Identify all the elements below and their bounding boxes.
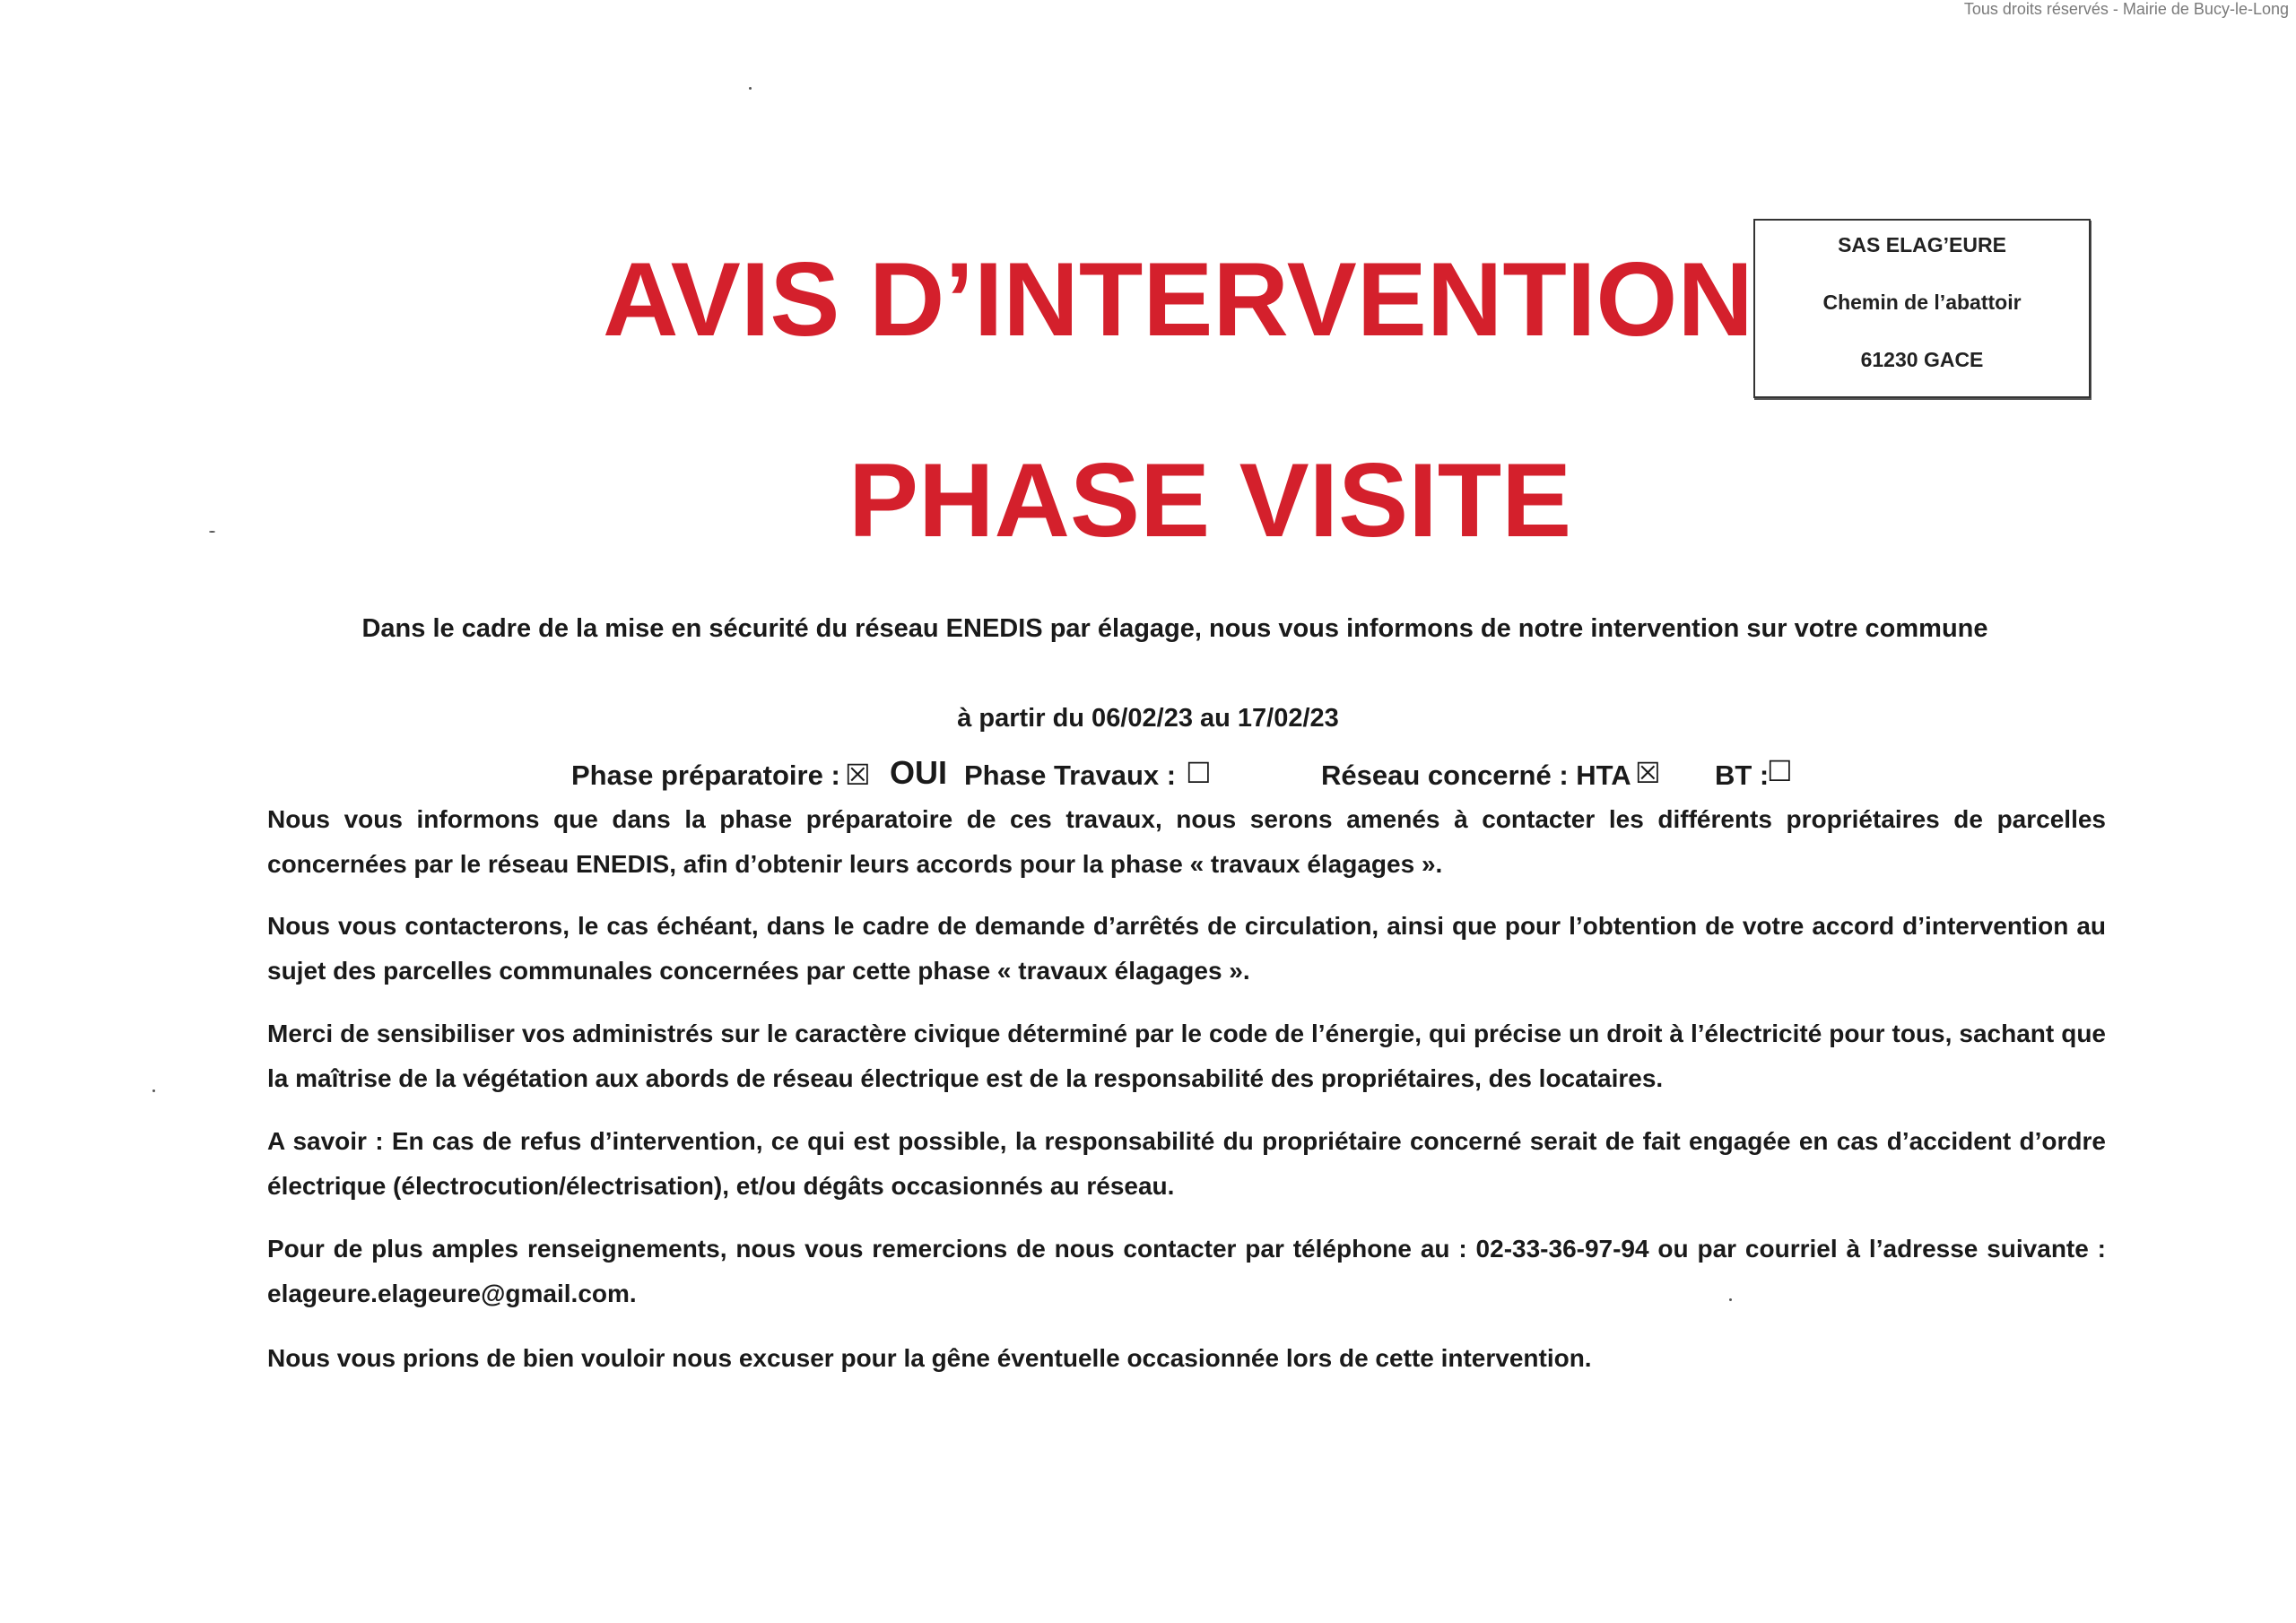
phase-travaux-checkbox: ☐ [1186, 756, 1212, 790]
bt-checkbox: ☐ [1767, 754, 1793, 788]
phase-prep-label: Phase préparatoire : [571, 759, 840, 791]
paragraph-awareness: Merci de sensibiliser vos administrés sur le caractère civique déterminé par le code de l’énergie, qui précise un droit à l’électricité pour tous, sachant que la maîtrise de la végétation aux abords de réseau électrique est de la responsabilité des propriétaires, des locataires. [267, 1020, 2106, 1092]
scan-speck [749, 87, 752, 90]
paragraph-preparatory: Nous vous informons que dans la phase préparatoire de ces travaux, nous serons amenés à contacter les différents propriétaires de parcelles concernées par le réseau ENEDIS, afin d’obtenir leurs accords pour la phase « travaux élagages ». [267, 805, 2106, 878]
paragraph-info: Pour de plus amples renseignements, nous vous remercions de nous contacter par téléphone au : 02-33-36-97-94 ou par courriel à l’adresse suivante : elageure.elageure@gmail.com. [267, 1235, 2106, 1307]
scan-speck [209, 531, 215, 533]
notice-subtitle: PHASE VISITE [848, 441, 1572, 559]
notice-title: AVIS D’INTERVENTION [603, 240, 1753, 358]
intervention-dates: à partir du 06/02/23 au 17/02/23 [957, 704, 1339, 733]
phase-prep-checkbox: ☒ [845, 758, 871, 792]
phase-row [0, 754, 2296, 799]
paragraph-apology: Nous vous prions de bien vouloir nous excuser pour la gêne éventuelle occasionnée lors de cette intervention. [267, 1344, 1592, 1372]
scan-speck [152, 1089, 155, 1092]
copyright-notice: Tous droits réservés - Mairie de Bucy-le-Long [1963, 0, 2289, 18]
bt-label: BT : [1715, 759, 1770, 791]
intro-text: Dans le cadre de la mise en sécurité du réseau ENEDIS par élagage, nous vous informons de notre intervention sur votre commune [361, 614, 1988, 643]
scan-speck [1729, 1298, 1732, 1301]
phase-prep-value: OUI [890, 754, 948, 791]
company-name: SAS ELAG’EURE [1838, 233, 2006, 256]
reseau-hta-checkbox: ☒ [1635, 756, 1661, 790]
phase-travaux-label: Phase Travaux : [964, 759, 1177, 791]
reseau-label: Réseau concerné : HTA [1321, 759, 1631, 791]
company-city: 61230 GACE [1860, 348, 1984, 371]
company-street: Chemin de l’abattoir [1822, 291, 2022, 314]
paragraph-contact: Nous vous contacterons, le cas échéant, dans le cadre de demande d’arrêtés de circulation, ainsi que pour l’obtention de votre accord d’intervention au sujet des parcelles communales concernées par cette phase « travaux élagages ». [267, 912, 2106, 985]
paragraph-warning: A savoir : En cas de refus d’intervention, ce qui est possible, la responsabilité du propriétaire concerné serait de fait engagée en cas d’accident d’ordre électrique (électrocution/électrisation), et/ou dégâts occasionnés au réseau. [267, 1127, 2106, 1200]
company-address-box [1753, 219, 2091, 398]
